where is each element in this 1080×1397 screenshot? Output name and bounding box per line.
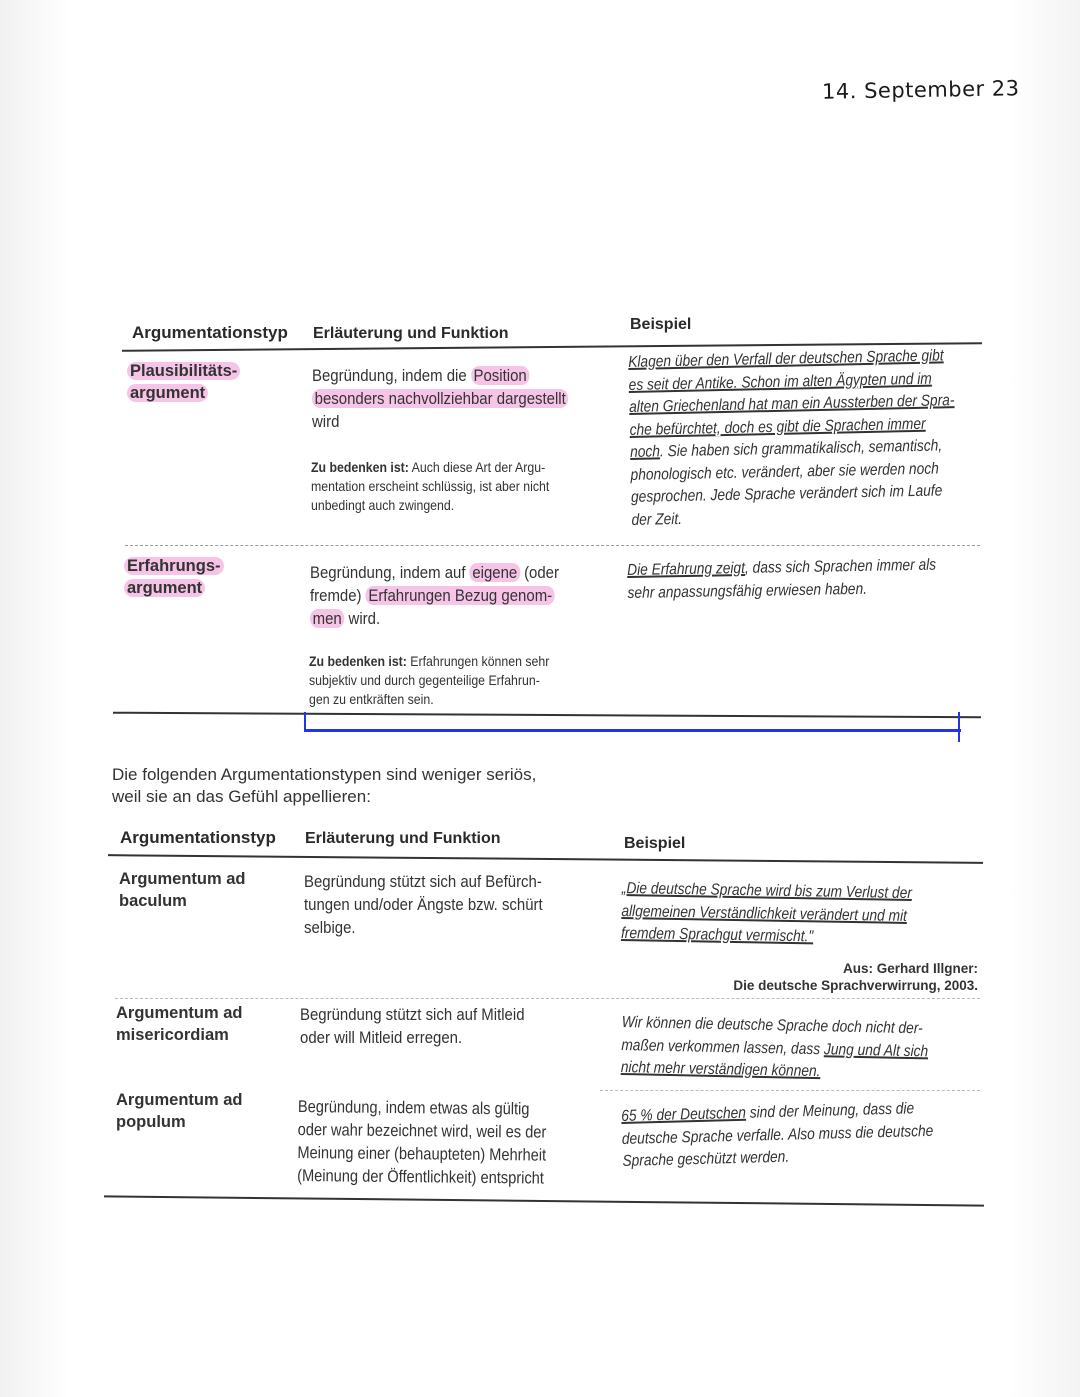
col-header-type: Argumentationstyp — [132, 323, 288, 342]
text-segment: tungen und/oder Ängste bzw. schürt — [304, 895, 543, 914]
highlighted-text: argument — [124, 579, 205, 597]
row-divider — [600, 1090, 980, 1091]
text-segment: Begründung, indem auf — [310, 563, 470, 582]
underlined-text: che befürchtet, doch es gibt die Sprachen immer — [629, 415, 926, 439]
text-segment: sehr anpassungsfähig erwiesen haben. — [627, 580, 868, 602]
text-segment: selbige. — [304, 918, 356, 937]
text-segment: misericordiam — [116, 1026, 229, 1044]
text-segment: mentation erscheint schlüssig, ist aber nicht — [311, 478, 550, 494]
text-segment: Erfahrungen können sehr — [406, 653, 550, 669]
text-segment: gen zu entkräften sein. — [309, 691, 434, 707]
text-segment: , dass sich Sprachen immer als — [744, 556, 937, 577]
text-segment: Argumentum ad — [116, 1004, 243, 1022]
source-line: Aus: Gerhard Illgner: — [842, 961, 978, 976]
col-header-example: Beispiel — [630, 316, 692, 333]
underlined-text: allgemeinen Verständlichkeit verändert und mit — [621, 902, 908, 925]
col-header-example: Beispiel — [624, 835, 686, 852]
highlighted-text: Position — [471, 366, 530, 385]
blue-pen-tick-right — [958, 712, 960, 742]
text-segment: Argumentum ad — [119, 870, 246, 888]
text-segment: maßen verkommen lassen, dass — [621, 1036, 825, 1058]
row-explanation — [304, 870, 543, 939]
row-note — [309, 652, 549, 709]
example-source — [700, 960, 978, 994]
highlighted-text: men — [310, 609, 344, 628]
text-segment: fremde) — [310, 586, 366, 605]
highlighted-text: eigene — [470, 563, 520, 582]
underlined-text: fremdem Sprachgut vermischt." — [620, 924, 814, 946]
text-segment: Begründung, indem die — [312, 366, 471, 385]
table-bottom-rule — [113, 712, 981, 719]
text-segment: subjektiv und durch gegenteilige Erfahrun- — [309, 672, 540, 688]
highlighted-text: Erfahrungen Bezug genom- — [366, 586, 555, 605]
text-segment: (oder — [519, 563, 559, 582]
row-example — [621, 878, 912, 951]
row-type — [116, 1002, 243, 1046]
row-example — [628, 345, 957, 532]
blue-pen-tick-left — [304, 712, 306, 732]
text-segment: wird. — [344, 609, 381, 628]
underlined-text: Die Erfahrung zeigt — [627, 559, 746, 579]
col-header-explanation: Erläuterung und Funktion — [305, 830, 501, 847]
scan-edge-right — [1010, 0, 1080, 1397]
text-segment: (Meinung der Öffentlichkeit) entspricht — [297, 1165, 545, 1188]
text-segment: Begründung, indem etwas als gültig — [297, 1096, 530, 1119]
text-segment: deutsche Sprache verfalle. Also muss die deutsche — [621, 1122, 934, 1148]
underlined-text: 65 % der Deutschen — [621, 1104, 747, 1125]
underlined-text: es seit der Antike. Schon im alten Ägypten und im — [628, 370, 932, 394]
text-segment: Sprache geschützt werden. — [622, 1148, 790, 1170]
bold-label: Zu bedenken ist: — [309, 653, 407, 669]
row-type — [116, 1089, 243, 1133]
text-segment: Begründung stützt sich auf Befürch- — [304, 872, 542, 891]
text-segment: wird — [312, 412, 340, 431]
row-divider — [125, 545, 980, 546]
text-segment: Auch diese Art der Argu- — [408, 459, 546, 475]
text-segment: der Zeit. — [631, 510, 683, 529]
highlighted-text: Erfahrungs- — [124, 557, 224, 575]
row-divider — [115, 998, 980, 999]
row-explanation — [310, 561, 559, 630]
text-segment: baculum — [119, 892, 187, 910]
text-segment: unbedingt auch zwingend. — [311, 497, 455, 513]
underlined-text: noch — [629, 443, 661, 461]
text-segment: . Sie haben sich grammatikalisch, semantisch, — [659, 437, 943, 461]
row-type — [119, 868, 246, 912]
row-explanation — [312, 364, 568, 433]
handwritten-date: 14. September 23 — [821, 76, 1020, 104]
underlined-text: „Die deutsche Sprache wird bis zum Verlust der — [621, 879, 913, 903]
highlighted-text: Plausibilitäts- — [127, 362, 240, 380]
intro-line: Die folgenden Argumentationstypen sind weniger seriös, — [112, 765, 537, 784]
row-example — [627, 555, 937, 605]
underlined-text: nicht mehr verständigen können. — [620, 1058, 821, 1081]
col-header-type: Argumentationstyp — [120, 828, 276, 847]
text-segment: gesprochen. Jede Sprache verändert sich im Laufe — [630, 482, 943, 506]
text-segment: Begründung stützt sich auf Mitleid — [300, 1005, 525, 1024]
highlighted-text: besonders nachvollziehbar dargestellt — [312, 389, 568, 408]
text-segment: Argumentum ad — [116, 1091, 243, 1109]
intro-text — [112, 764, 536, 808]
row-note — [311, 458, 549, 515]
text-segment: Wir können die deutsche Sprache doch nicht der- — [621, 1013, 923, 1038]
highlighted-text: argument — [127, 384, 208, 402]
table-bottom-rule — [104, 1195, 984, 1206]
source-line: Die deutsche Sprachverwirrung, 2003. — [733, 978, 978, 993]
text-segment: sind der Meinung, dass die — [745, 1100, 915, 1122]
text-segment: Meinung einer (behaupteten) Mehrheit — [297, 1142, 547, 1165]
scan-edge-left — [0, 0, 70, 1397]
text-segment: oder wahr bezeichnet wird, weil es der — [297, 1119, 547, 1142]
row-explanation — [297, 1095, 547, 1190]
row-example — [621, 1012, 929, 1086]
row-type — [124, 555, 224, 599]
underlined-text: alten Griechenland hat man ein Aussterben der Spra- — [628, 392, 955, 416]
blue-pen-line — [305, 729, 961, 732]
underlined-text: Klagen über den Verfall der deutschen Sprache gibt — [628, 347, 944, 371]
col-header-explanation: Erläuterung und Funktion — [313, 325, 509, 342]
text-segment: phonologisch etc. verändert, aber sie werden noch — [630, 460, 939, 484]
text-segment: oder will Mitleid erregen. — [300, 1028, 463, 1047]
row-explanation — [300, 1003, 525, 1049]
intro-line: weil sie an das Gefühl appellieren: — [112, 787, 371, 806]
text-segment: populum — [116, 1113, 186, 1131]
row-example — [621, 1098, 934, 1174]
underlined-text: Jung und Alt sich — [823, 1040, 929, 1060]
bold-label: Zu bedenken ist: — [311, 459, 409, 475]
row-type — [127, 360, 240, 404]
header-rule — [108, 854, 983, 864]
